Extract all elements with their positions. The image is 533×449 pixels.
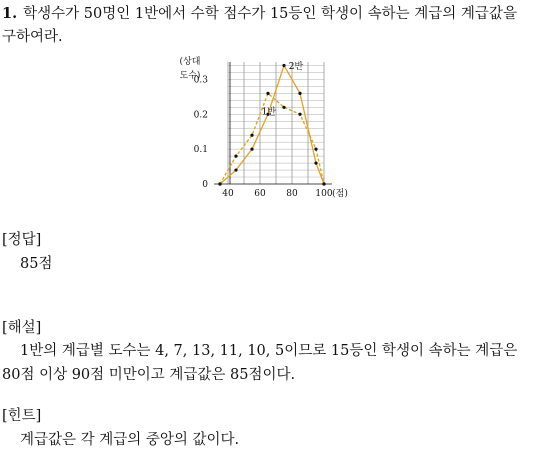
data-point [266, 92, 269, 95]
y-tick-label: 0.3 [193, 75, 208, 86]
y-axis-label-line2: 도수) [180, 71, 201, 81]
question-number: 1. [2, 5, 18, 22]
hint-header: [힌트] [2, 408, 42, 424]
x-axis-label: (점) [332, 189, 348, 199]
explanation-header: [해설] [2, 320, 42, 336]
frequency-polygon-chart [180, 54, 350, 208]
series-label: 1반 [261, 107, 277, 118]
x-tick-label: 40 [222, 189, 234, 199]
x-tick-label: 60 [254, 189, 266, 199]
data-point [218, 182, 221, 185]
question-text: 학생수가 50명인 1반에서 수학 점수가 15등인 학생이 속하는 계급의 계급값을 구하여라. [2, 6, 517, 45]
answer-text: 85점 [20, 256, 53, 272]
data-point [322, 182, 325, 185]
y-tick-label: 0 [202, 180, 208, 190]
hint-text: 계급값은 각 계급의 중앙의 값이다. [20, 432, 240, 448]
data-point [234, 155, 237, 158]
data-point [250, 148, 253, 151]
y-tick-label: 0.2 [193, 110, 208, 121]
data-point [298, 113, 301, 116]
data-point [234, 168, 237, 171]
series-line [220, 65, 324, 184]
series-label: 2반 [288, 61, 304, 72]
chart-svg [180, 54, 350, 204]
question [2, 2, 532, 49]
y-tick-label: 0.1 [193, 145, 208, 156]
data-point [250, 134, 253, 137]
data-point [314, 148, 317, 151]
x-tick-label: 100 [315, 189, 333, 199]
answer-header: [정답] [2, 232, 42, 248]
x-tick-label: 80 [286, 189, 298, 199]
y-axis-label-line1: (상대 [180, 57, 201, 67]
data-point [298, 92, 301, 95]
data-point [282, 64, 285, 67]
data-point [282, 106, 285, 109]
data-point [314, 161, 317, 164]
explanation-text: 1반의 계급별 도수는 4, 7, 13, 11, 10, 5이므로 15등인 학생이 속하는 계급은 80점 이상 90점 미만이고 계급값은 85점이다. [2, 343, 518, 383]
